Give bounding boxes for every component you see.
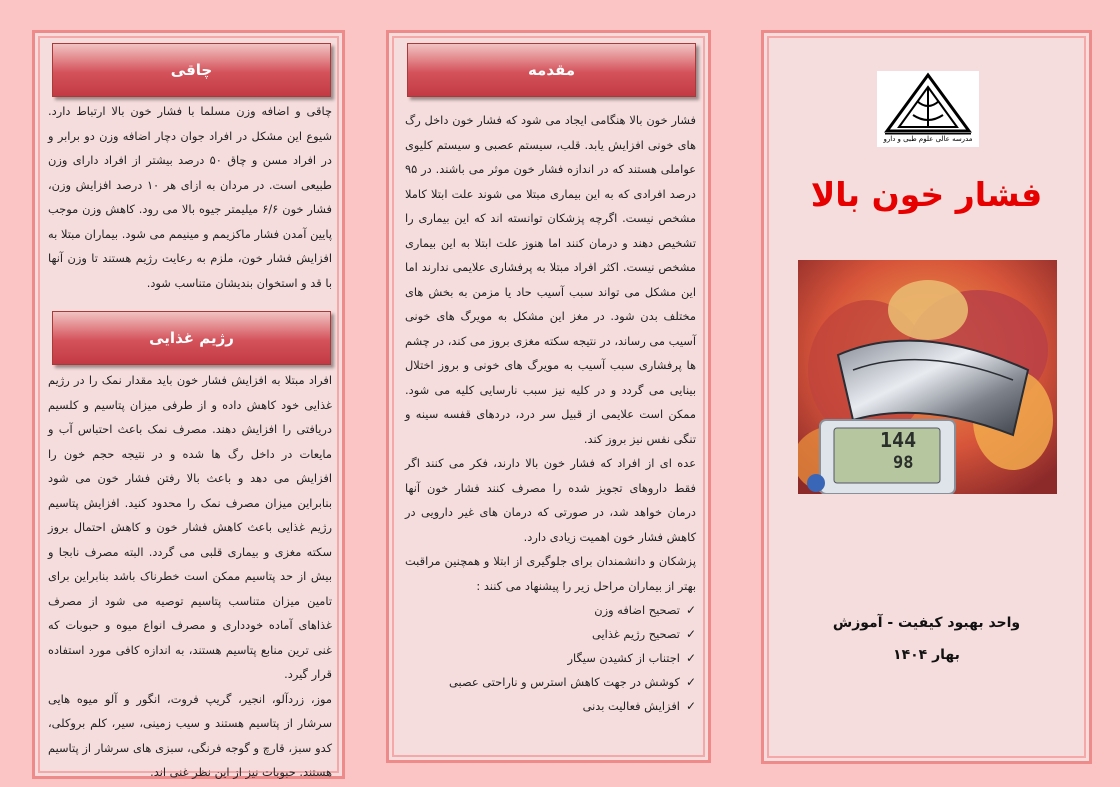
list-item: ✓افزایش فعالیت بدنی [582, 699, 696, 713]
diet-paragraph-1: افراد مبتلا به افزایش فشار خون باید مقدار نمک را در رژیم غذایی خود کاهش داده و از طرفی میزان پتاسیم و کلسیم دریافتی را افزایش دهند. مصرف نمک باعث احتباس آب و مایعات در داخل رگ ها شده و در نتیجه حجم خون را افزایش می دهد و باعث بالا رفتن فشار خون می شود بنابراین میزان مصرف نمک را محدود کنید. افزایش پتاسیم رژیم غذایی باعث کاهش فشار خون و کاهش احتمال بروز سکته مغزی و بیماری قلبی می گردد. البته مصرف نابجا و بیش از حد پتاسیم ممکن است خطرناک باشد بنابراین برای تامین میزان متناسب پتاسیم توصیه می شود از مصرف غذاهای آماده خودداری و مصرف انواع میوه و حبوبات که غنی ترین منابع پتاسیم هستند، به اندازه کافی مورد استفاده قرار گیرد. [48, 373, 332, 681]
logo-caption: مدرسه عالی علوم طبی و دارو [883, 135, 973, 143]
intro-heading: مقدمه [407, 43, 696, 97]
intro-paragraph-2: عده ای از افراد که فشار خون بالا دارند، فکر می کنند اگر فقط داروهای تجویز شده را مصرف کنند فشار خون آنها درمان خواهد شد، در صورتی که درمان های غیر دارویی در کاهش فشار خون اهمیت زیادی دارد. [405, 456, 696, 544]
page-title: فشار خون بالا [810, 175, 1043, 214]
diet-paragraph-2: موز، زردآلو، انجیر، گریپ فروت، انگور و آلو میوه هایی سرشار از پتاسیم هستند و سیب زمینی، سیر، کلم بروکلی، کدو سبز، قارچ و گوجه فرنگی، سبزی های سرشار از پتاسیم هستند. حبوبات نیز از این نظر غنی اند. [48, 691, 332, 779]
list-item: ✓تصحیح رژیم غذایی [591, 627, 696, 641]
middle-panel [386, 30, 711, 763]
obesity-heading: چاقی [52, 43, 331, 97]
intro-paragraph-3: پزشکان و دانشمندان برای جلوگیری از ابتلا و همچنین مراقبت بهتر از بیماران مراحل زیر را پیشنهاد می کنند : [405, 554, 696, 593]
monitor-reading-1: 144 [880, 428, 917, 452]
heart-illustration-icon [798, 260, 1057, 494]
recommendation-list [405, 598, 696, 718]
diet-text [48, 368, 332, 785]
left-panel [32, 30, 345, 779]
heart-blood-pressure-illustration [798, 260, 1057, 494]
list-item: ✓تصحیح اضافه وزن [594, 603, 696, 617]
check-icon: ✓ [685, 675, 696, 689]
intro-text [405, 108, 696, 718]
list-item: ✓اجتناب از کشیدن سیگار [567, 651, 696, 665]
university-logo [877, 71, 979, 147]
intro-paragraph-1: فشار خون بالا هنگامی ایجاد می شود که فشار خون داخل رگ های خونی افزایش یابد. قلب، سیستم عصبی و سیستم کلیوی عواملی هستند که در اندازه فشار خون موثر می باشند. در ۹۵ درصد افرادی که به این بیماری مبتلا می شوند علت ابتلا کاملا مشخص نیست. اگرچه پزشکان توانسته اند که این بیماری را تشخیص دهند و درمان کنند اما هنوز علت ابتلا به این بیماری مشخص نیست. اکثر افراد مبتلا به پرفشاری علایمی ندارند اما این مشکل می تواند سبب آسیب حاد یا مزمن به بخش های مختلف بدن شود. در مغز این مشکل به مویرگ های خونی آسیب می رساند، در نتیجه سکته مغزی بروز می کند، در چشم ها پرفشاری سبب آسیب به مویرگ های خونی و بروز اختلال بینایی می گردد و در کلیه نیز سبب نارسایی کلیه می شود. ممکن است علایمی از قبیل سر درد، دردهای قفسه سینه و تنگی نفس نیز بروز کند. [405, 113, 696, 446]
check-icon: ✓ [685, 651, 696, 665]
check-icon: ✓ [685, 627, 696, 641]
right-panel [761, 30, 1092, 764]
obesity-paragraph: چاقی و اضافه وزن مسلما با فشار خون بالا ارتباط دارد. شیوع این مشکل در افراد جوان دچار اضافه وزن دو برابر و در افراد مسن و چاق ۵۰ درصد بیشتر از افراد دارای وزن طبیعی است. در مردان به ازای هر ۱۰ درصد افزایش وزن، فشار خون ۶/۶ میلیمتر جیوه بالا می رود. کاهش وزن موجب پایین آمدن فشار ماکزیمم و مینیمم می شود. بیماران مبتلا به افزایش فشار خون، ملزم به رعایت رژیم هستند تا وزن آنها با قد و استخوان بندیشان متناسب شود. [48, 104, 332, 290]
unit-line: واحد بهبود کیفیت - آموزش [832, 615, 1021, 631]
check-icon: ✓ [685, 603, 696, 617]
season-line: بهار ۱۴۰۴ [893, 647, 960, 663]
obesity-text [48, 99, 332, 295]
monitor-reading-2: 98 [893, 453, 914, 473]
diet-heading: رژیم غذایی [52, 311, 331, 365]
list-item: ✓کوشش در جهت کاهش استرس و ناراحتی عصبی [449, 675, 696, 689]
check-icon: ✓ [685, 699, 696, 713]
